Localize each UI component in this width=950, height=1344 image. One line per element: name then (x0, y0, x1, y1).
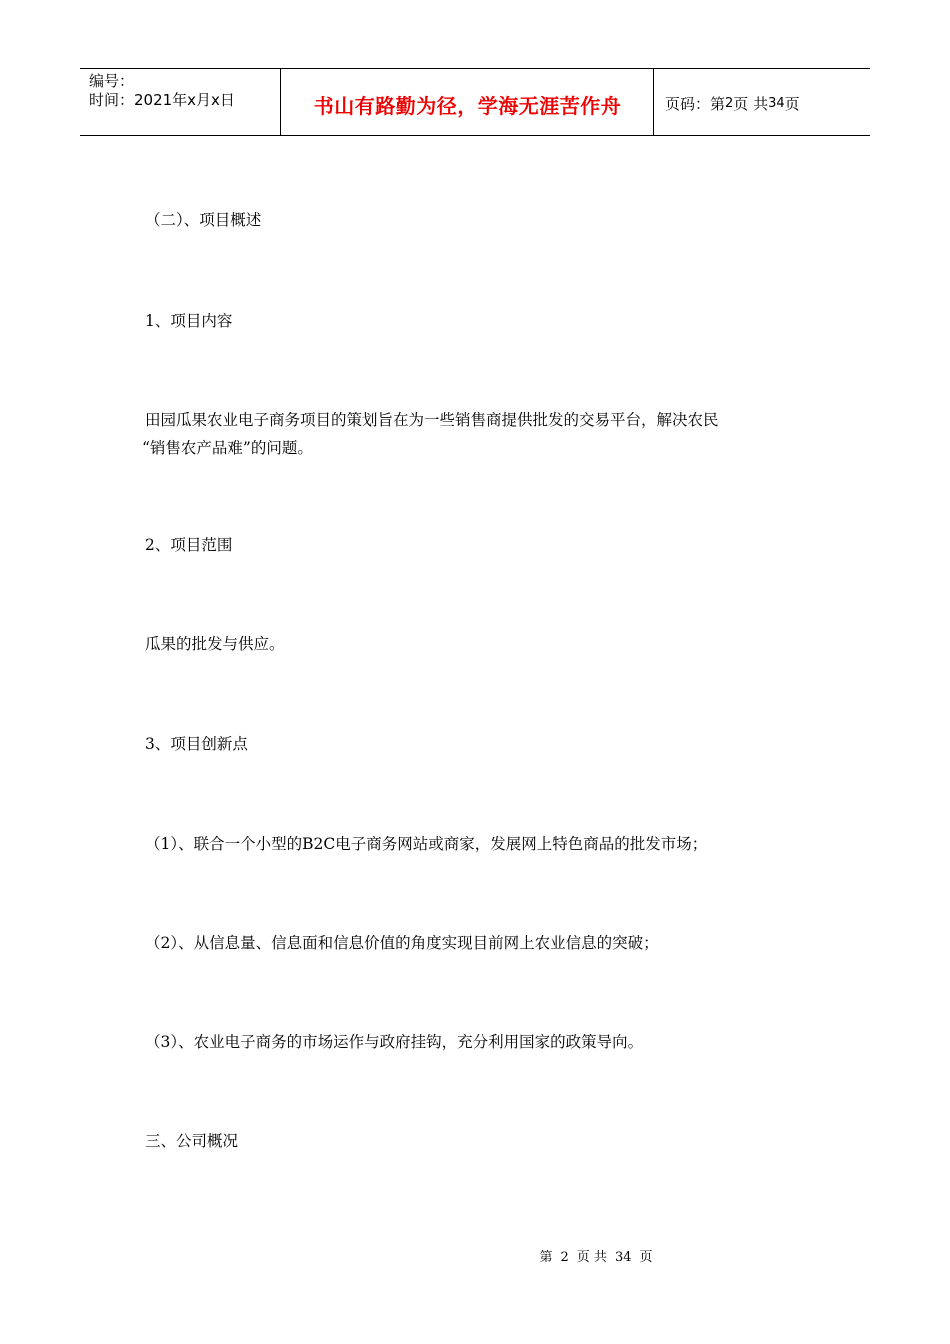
item3-point3: （3）、农业电子商务的市场运作与政府挂钩，充分利用国家的政策导向。 (145, 1033, 644, 1051)
page-footer (0, 1246, 950, 1265)
footer-current: 2 (560, 1250, 569, 1265)
item3-point2: （2）、从信息量、信息面和信息价值的角度实现目前网上农业信息的突破； (145, 934, 659, 952)
header-motto: 书山有路勤为径，学海无涯苦作舟 (313, 93, 622, 118)
header-page-mid: 页 共 (733, 95, 769, 113)
document-number-label: 编号： (89, 72, 135, 90)
item1-text-line1: 田园瓜果农业电子商务项目的策划旨在为一些销售商提供批发的交易平台，解决农民 (145, 411, 719, 429)
header-page-cell (655, 69, 870, 135)
item1-text-line2: “销售农产品难”的问题。 (142, 439, 313, 457)
item3-title: 3、项目创新点 (145, 735, 248, 753)
header-page-current: 2 (725, 96, 734, 111)
footer-suffix: 页 (639, 1250, 653, 1265)
footer-total: 34 (614, 1250, 632, 1265)
header-page-prefix: 页码：第 (665, 95, 726, 113)
header-page-suffix: 页 (784, 95, 800, 113)
header-info-cell (80, 69, 281, 135)
header-motto-cell (282, 69, 654, 135)
footer-prefix: 第 (539, 1250, 553, 1265)
page-header (80, 68, 870, 136)
section-title: （二）、项目概述 (145, 211, 262, 229)
item3-point1: （1）、联合一个小型的B2C电子商务网站或商家，发展网上特色商品的批发市场； (145, 835, 708, 853)
item2-title: 2、项目范围 (145, 536, 233, 554)
item2-text: 瓜果的批发与供应。 (145, 635, 285, 653)
item1-title: 1、项目内容 (145, 312, 233, 330)
next-section-title: 三、公司概况 (145, 1132, 239, 1150)
document-date-label: 时间：2021年x月x日 (89, 91, 235, 109)
header-page-total: 34 (768, 96, 785, 111)
footer-mid: 页 共 (576, 1250, 607, 1265)
